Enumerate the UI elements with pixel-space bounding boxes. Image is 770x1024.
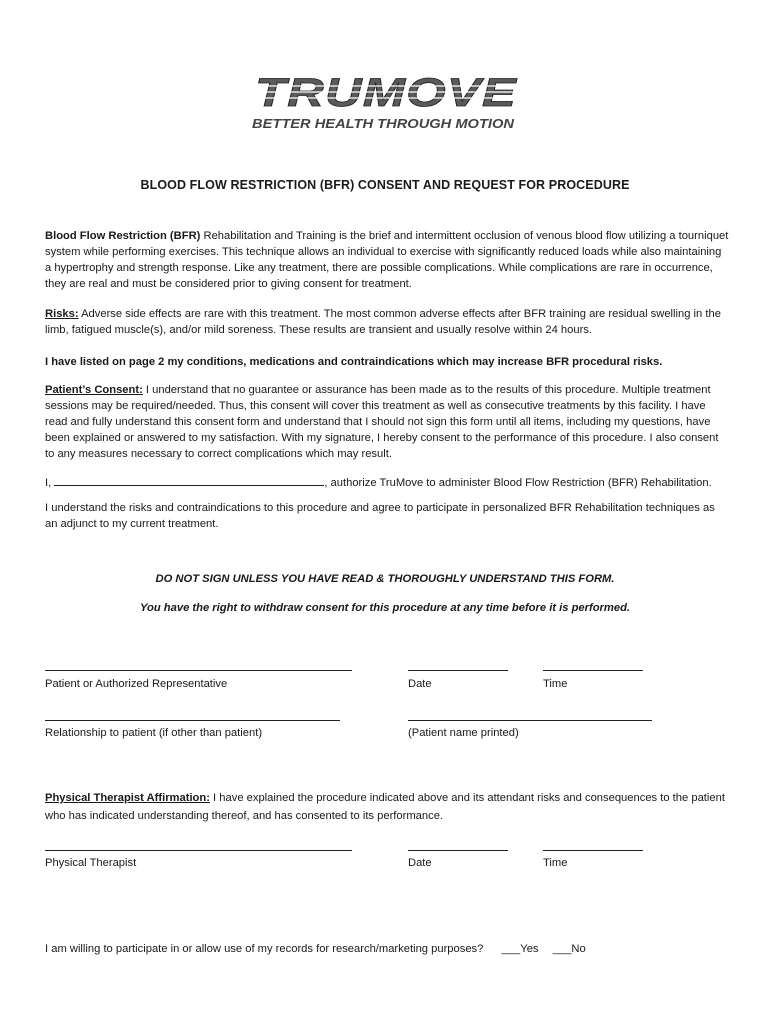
logo-tagline: BETTER HEALTH THROUGH MOTION [252,117,516,131]
risks-label: Risks: [45,308,79,320]
research-no-label: No [571,943,586,955]
printed-name-line[interactable] [408,720,652,721]
patient-signature-caption: Patient or Authorized Representative [45,678,228,690]
research-yes-label: Yes [520,943,539,955]
patient-time-caption: Time [543,678,568,690]
relationship-line[interactable] [45,720,340,721]
therapist-time-caption: Time [543,857,568,869]
risks-text: Adverse side effects are rare with this treatment. The most common adverse effects after BFR training are residual swelling in the limb, fatigued muscle(s), and/or mild soreness. These results are transient and usually resolve within 24 hours. [45,308,721,336]
intro-text: Rehabilitation and Training is the brief and intermittent occlusion of venous blood flow utilizing a tourniquet system while performing exercises. This technique allows an individual to exercise with significantly reduced loads while also maintaining a hypertrophy and strength response. Like any treatment, there are possible complications. While complications are rare in occurrence, they are real and must be considered prior to giving consent for treatment. [45,230,729,290]
consent-label: Patient’s Consent: [45,384,143,396]
research-question: I am willing to participate in or allow use of my records for research/marketing purposes? [45,943,484,955]
research-no-option[interactable] [553,943,586,955]
trumove-logo [250,66,522,132]
patient-date-caption: Date [408,678,432,690]
warning-sign: DO NOT SIGN UNLESS YOU HAVE READ & THOROUGHLY UNDERSTAND THIS FORM. [155,573,615,585]
intro-paragraph [45,228,730,292]
pt-affirmation-paragraph [45,789,730,825]
patient-name-blank[interactable] [54,474,324,486]
authorize-suffix: , authorize TruMove to administer Blood Flow Restriction (BFR) Rehabilitation. [324,477,712,489]
form-title: BLOOD FLOW RESTRICTION (BFR) CONSENT AND REQUEST FOR PROCEDURE [140,178,630,192]
research-question-line [45,943,586,955]
therapist-signature-caption: Physical Therapist [45,857,137,869]
research-no-blank: ___ [552,943,572,955]
consent-text: I understand that no guarantee or assurance has been made as to the results of this procedure. Multiple treatment sessions may be required/needed. Thus, this consent will cover this treatment as well as consecutive treatments by this facility. I have read and fully understand this consent form and understand that I should not sign this form until all items, including my questions, have been explained or answered to my satisfaction. With my signature, I hereby consent to the performance of this procedure. I also consent to any measures necessary to correct complications which may result. [45,384,719,460]
patient-date-line[interactable] [408,670,508,671]
therapist-signature-line[interactable] [45,850,352,851]
logo-brand: TRUMOVE [255,71,518,115]
research-yes-blank: ___ [501,943,521,955]
printed-name-caption: (Patient name printed) [408,727,519,739]
research-yes-option[interactable] [502,943,539,955]
patient-time-line[interactable] [543,670,643,671]
authorize-prefix: I, [45,477,52,489]
relationship-caption: Relationship to patient (if other than patient) [45,727,263,739]
understand-paragraph: I understand the risks and contraindications to this procedure and agree to participate in personalized BFR Rehabilitation techniques as an adjunct to my current treatment. [45,502,715,530]
therapist-date-caption: Date [408,857,432,869]
listed-note: I have listed on page 2 my conditions, medications and contraindications which may increase BFR procedural risks. [45,356,663,368]
intro-lead: Blood Flow Restriction (BFR) [45,230,201,242]
pt-affirmation-text: I have explained the procedure indicated above and its attendant risks and consequences to the patient who has indicated understanding thereof, and has consented to its performance. [45,792,725,822]
consent-paragraph [45,382,730,462]
risks-paragraph [45,306,730,338]
warning-withdraw: You have the right to withdraw consent for this procedure at any time before it is performed. [139,602,631,614]
authorize-line [45,474,730,491]
therapist-time-line[interactable] [543,850,643,851]
pt-affirmation-label: Physical Therapist Affirmation: [45,792,210,804]
patient-signature-line[interactable] [45,670,352,671]
therapist-date-line[interactable] [408,850,508,851]
